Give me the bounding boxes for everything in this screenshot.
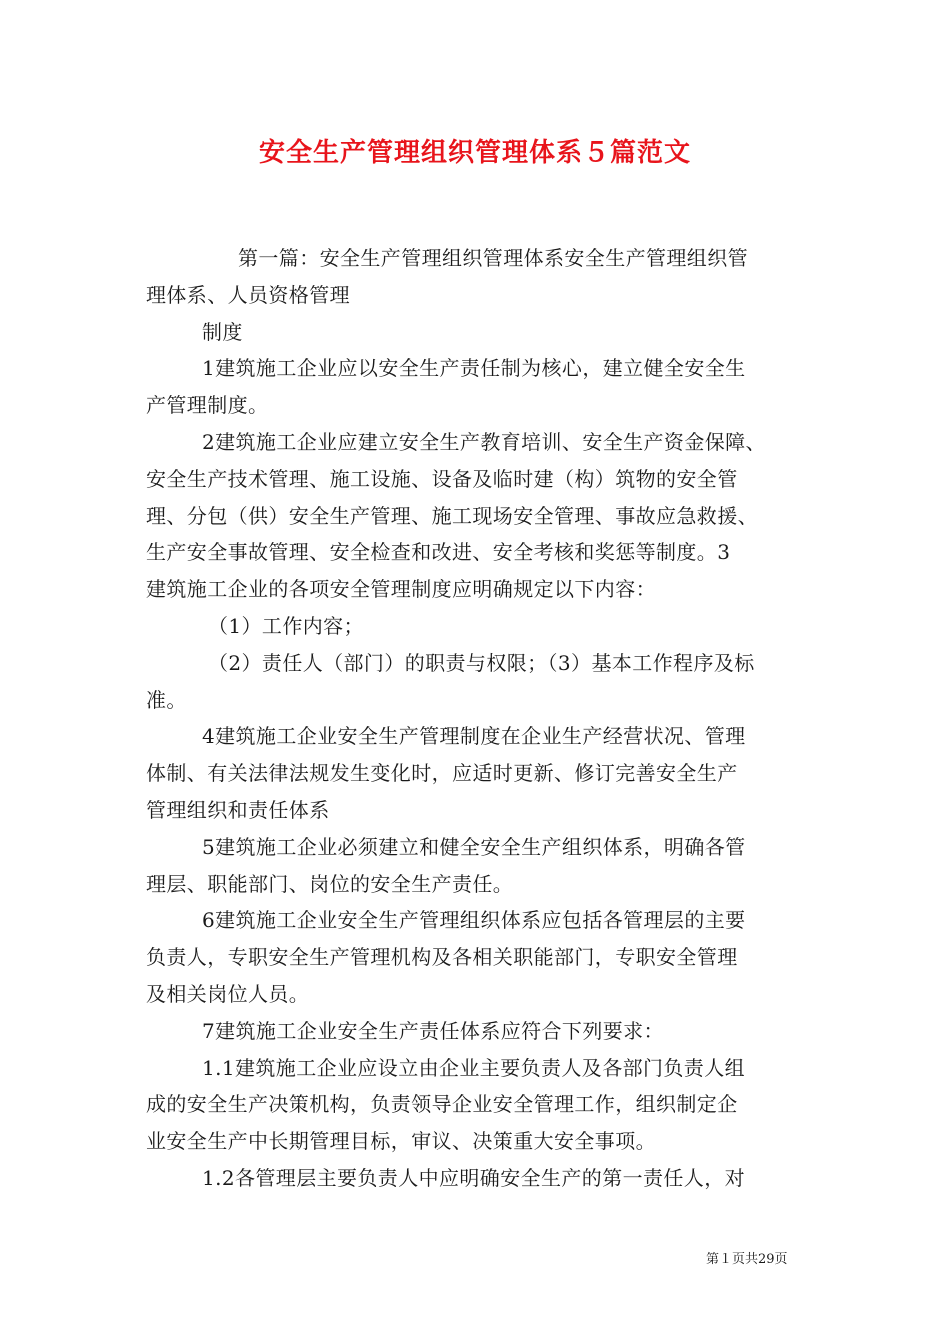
body-line: 及相关岗位人员。 xyxy=(146,981,310,1006)
body-line: 理、分包（供）安全生产管理、施工现场安全管理、事故应急救援、 xyxy=(146,503,758,528)
body-line: 制度 xyxy=(202,319,243,344)
body-line: 管理组织和责任体系 xyxy=(146,797,330,822)
body-line: 理体系、人员资格管理 xyxy=(146,282,350,307)
body-line: 5建筑施工企业必须建立和健全安全生产组织体系，明确各管 xyxy=(202,834,746,859)
body-line: 2建筑施工企业应建立安全生产教育培训、安全生产资金保障、 xyxy=(202,429,766,454)
body-line: 第一篇：安全生产管理组织管理体系安全生产管理组织管 xyxy=(238,246,748,270)
body-line: 1建筑施工企业应以安全生产责任制为核心，建立健全安全生 xyxy=(202,356,746,381)
document-title: 安全生产管理组织管理体系５篇范文 xyxy=(258,138,691,168)
body-line: 成的安全生产决策机构，负责领导企业安全管理工作，组织制定企 xyxy=(146,1092,738,1117)
body-line: 1.2各管理层主要负责人中应明确安全生产的第一责任人，对 xyxy=(202,1165,746,1190)
body-line: 建筑施工企业的各项安全管理制度应明确规定以下内容： xyxy=(146,577,656,602)
body-line: 体制、有关法律法规发生变化时，应适时更新、修订完善安全生产 xyxy=(146,761,738,786)
page-number: 第１页共29页 xyxy=(706,1252,788,1267)
body-line: （2）责任人（部门）的职责与权限；（3）基本工作程序及标 xyxy=(208,650,755,675)
body-line: 产管理制度。 xyxy=(146,393,269,418)
body-line: 生产安全事故管理、安全检查和改进、安全考核和奖惩等制度。3 xyxy=(146,540,731,565)
body-line: 7建筑施工企业安全生产责任体系应符合下列要求： xyxy=(202,1018,664,1043)
body-line: 业安全生产中长期管理目标，审议、决策重大安全事项。 xyxy=(146,1129,656,1154)
document-body xyxy=(146,240,810,1197)
body-line: 4建筑施工企业安全生产管理制度在企业生产经营状况、管理 xyxy=(202,724,746,749)
body-line: 6建筑施工企业安全生产管理组织体系应包括各管理层的主要 xyxy=(202,908,746,933)
body-line: 1.1建筑施工企业应设立由企业主要负责人及各部门负责人组 xyxy=(202,1055,746,1080)
body-line: 准。 xyxy=(146,687,187,712)
body-line: 安全生产技术管理、施工设施、设备及临时建（构）筑物的安全管 xyxy=(146,466,738,491)
body-line: 负责人，专职安全生产管理机构及各相关职能部门，专职安全管理 xyxy=(146,945,738,970)
body-line: （1）工作内容； xyxy=(208,613,364,638)
body-line: 理层、职能部门、岗位的安全生产责任。 xyxy=(146,871,514,896)
